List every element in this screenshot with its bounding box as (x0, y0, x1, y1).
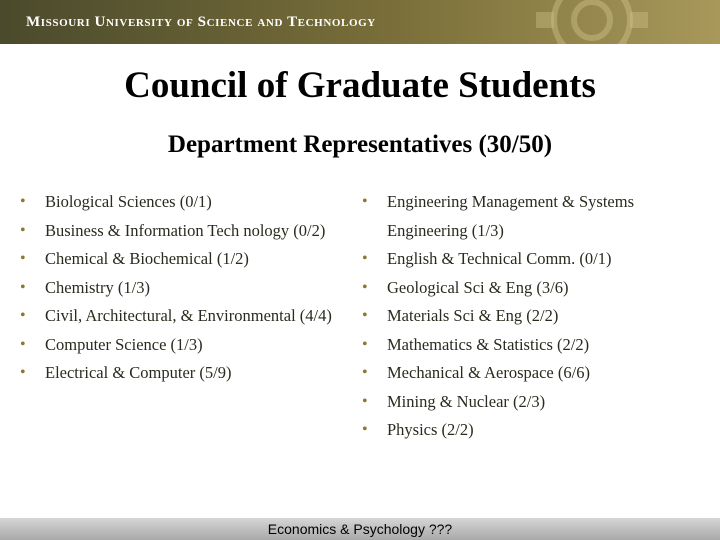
list-item (20, 217, 355, 246)
list-item (362, 331, 707, 360)
department-label: Engineering Management & Systems Engineering (1/3) (387, 192, 634, 240)
list-item (362, 388, 707, 417)
bullet-icon: • (20, 335, 26, 353)
bullet-icon: • (362, 392, 368, 410)
bullet-icon: • (20, 221, 26, 239)
bullet-icon: • (362, 335, 368, 353)
footer-note: Economics & Psychology ??? (267, 521, 453, 537)
department-label: Chemistry (1/3) (45, 277, 150, 297)
bullet-icon: • (362, 250, 368, 267)
list-item (20, 188, 355, 217)
department-label: Mathematics & Statistics (2/2) (387, 334, 590, 354)
list-item (362, 245, 707, 274)
department-label: Mining & Nuclear (2/3) (387, 391, 546, 411)
bullet-icon: • (20, 250, 26, 267)
bullet-icon: • (362, 193, 368, 210)
department-list-left (20, 188, 355, 388)
list-item (362, 274, 707, 303)
university-name: Missouri University of Science and Technology (26, 14, 376, 30)
department-label: English & Technical Comm. (0/1) (387, 249, 612, 268)
department-label: Geological Sci & Eng (3/6) (387, 277, 569, 297)
department-list-right (362, 188, 707, 445)
slide-title: Council of Graduate Students (124, 65, 596, 106)
department-label: Chemical & Biochemical (1/2) (45, 249, 249, 268)
list-item (362, 188, 707, 245)
bullet-icon: • (20, 364, 26, 381)
list-item (20, 359, 355, 388)
bullet-icon: • (362, 421, 368, 438)
list-item (362, 359, 707, 388)
slide-subtitle: Department Representatives (30/50) (167, 131, 553, 158)
bullet-icon: • (20, 278, 26, 296)
department-label: Biological Sciences (0/1) (45, 192, 212, 211)
department-label: Materials Sci & Eng (2/2) (387, 306, 559, 325)
bullet-icon: • (20, 307, 26, 324)
department-label: Civil, Architectural, & Environmental (4/4) (45, 306, 332, 325)
department-label: Computer Science (1/3) (45, 334, 203, 354)
bullet-icon: • (362, 278, 368, 296)
list-item (20, 245, 355, 274)
list-item (20, 302, 355, 331)
list-item (20, 274, 355, 303)
list-item (362, 416, 707, 445)
department-label: Business & Information Tech nology (0/2) (45, 220, 326, 240)
bullet-icon: • (362, 307, 368, 324)
gear-icon (522, 0, 662, 44)
bullet-icon: • (362, 364, 368, 381)
department-label: Physics (2/2) (387, 420, 474, 439)
department-label: Electrical & Computer (5/9) (45, 363, 232, 382)
university-banner (0, 0, 720, 44)
bullet-icon: • (20, 193, 26, 210)
list-item (20, 331, 355, 360)
department-label: Mechanical & Aerospace (6/6) (387, 363, 590, 382)
list-item (362, 302, 707, 331)
